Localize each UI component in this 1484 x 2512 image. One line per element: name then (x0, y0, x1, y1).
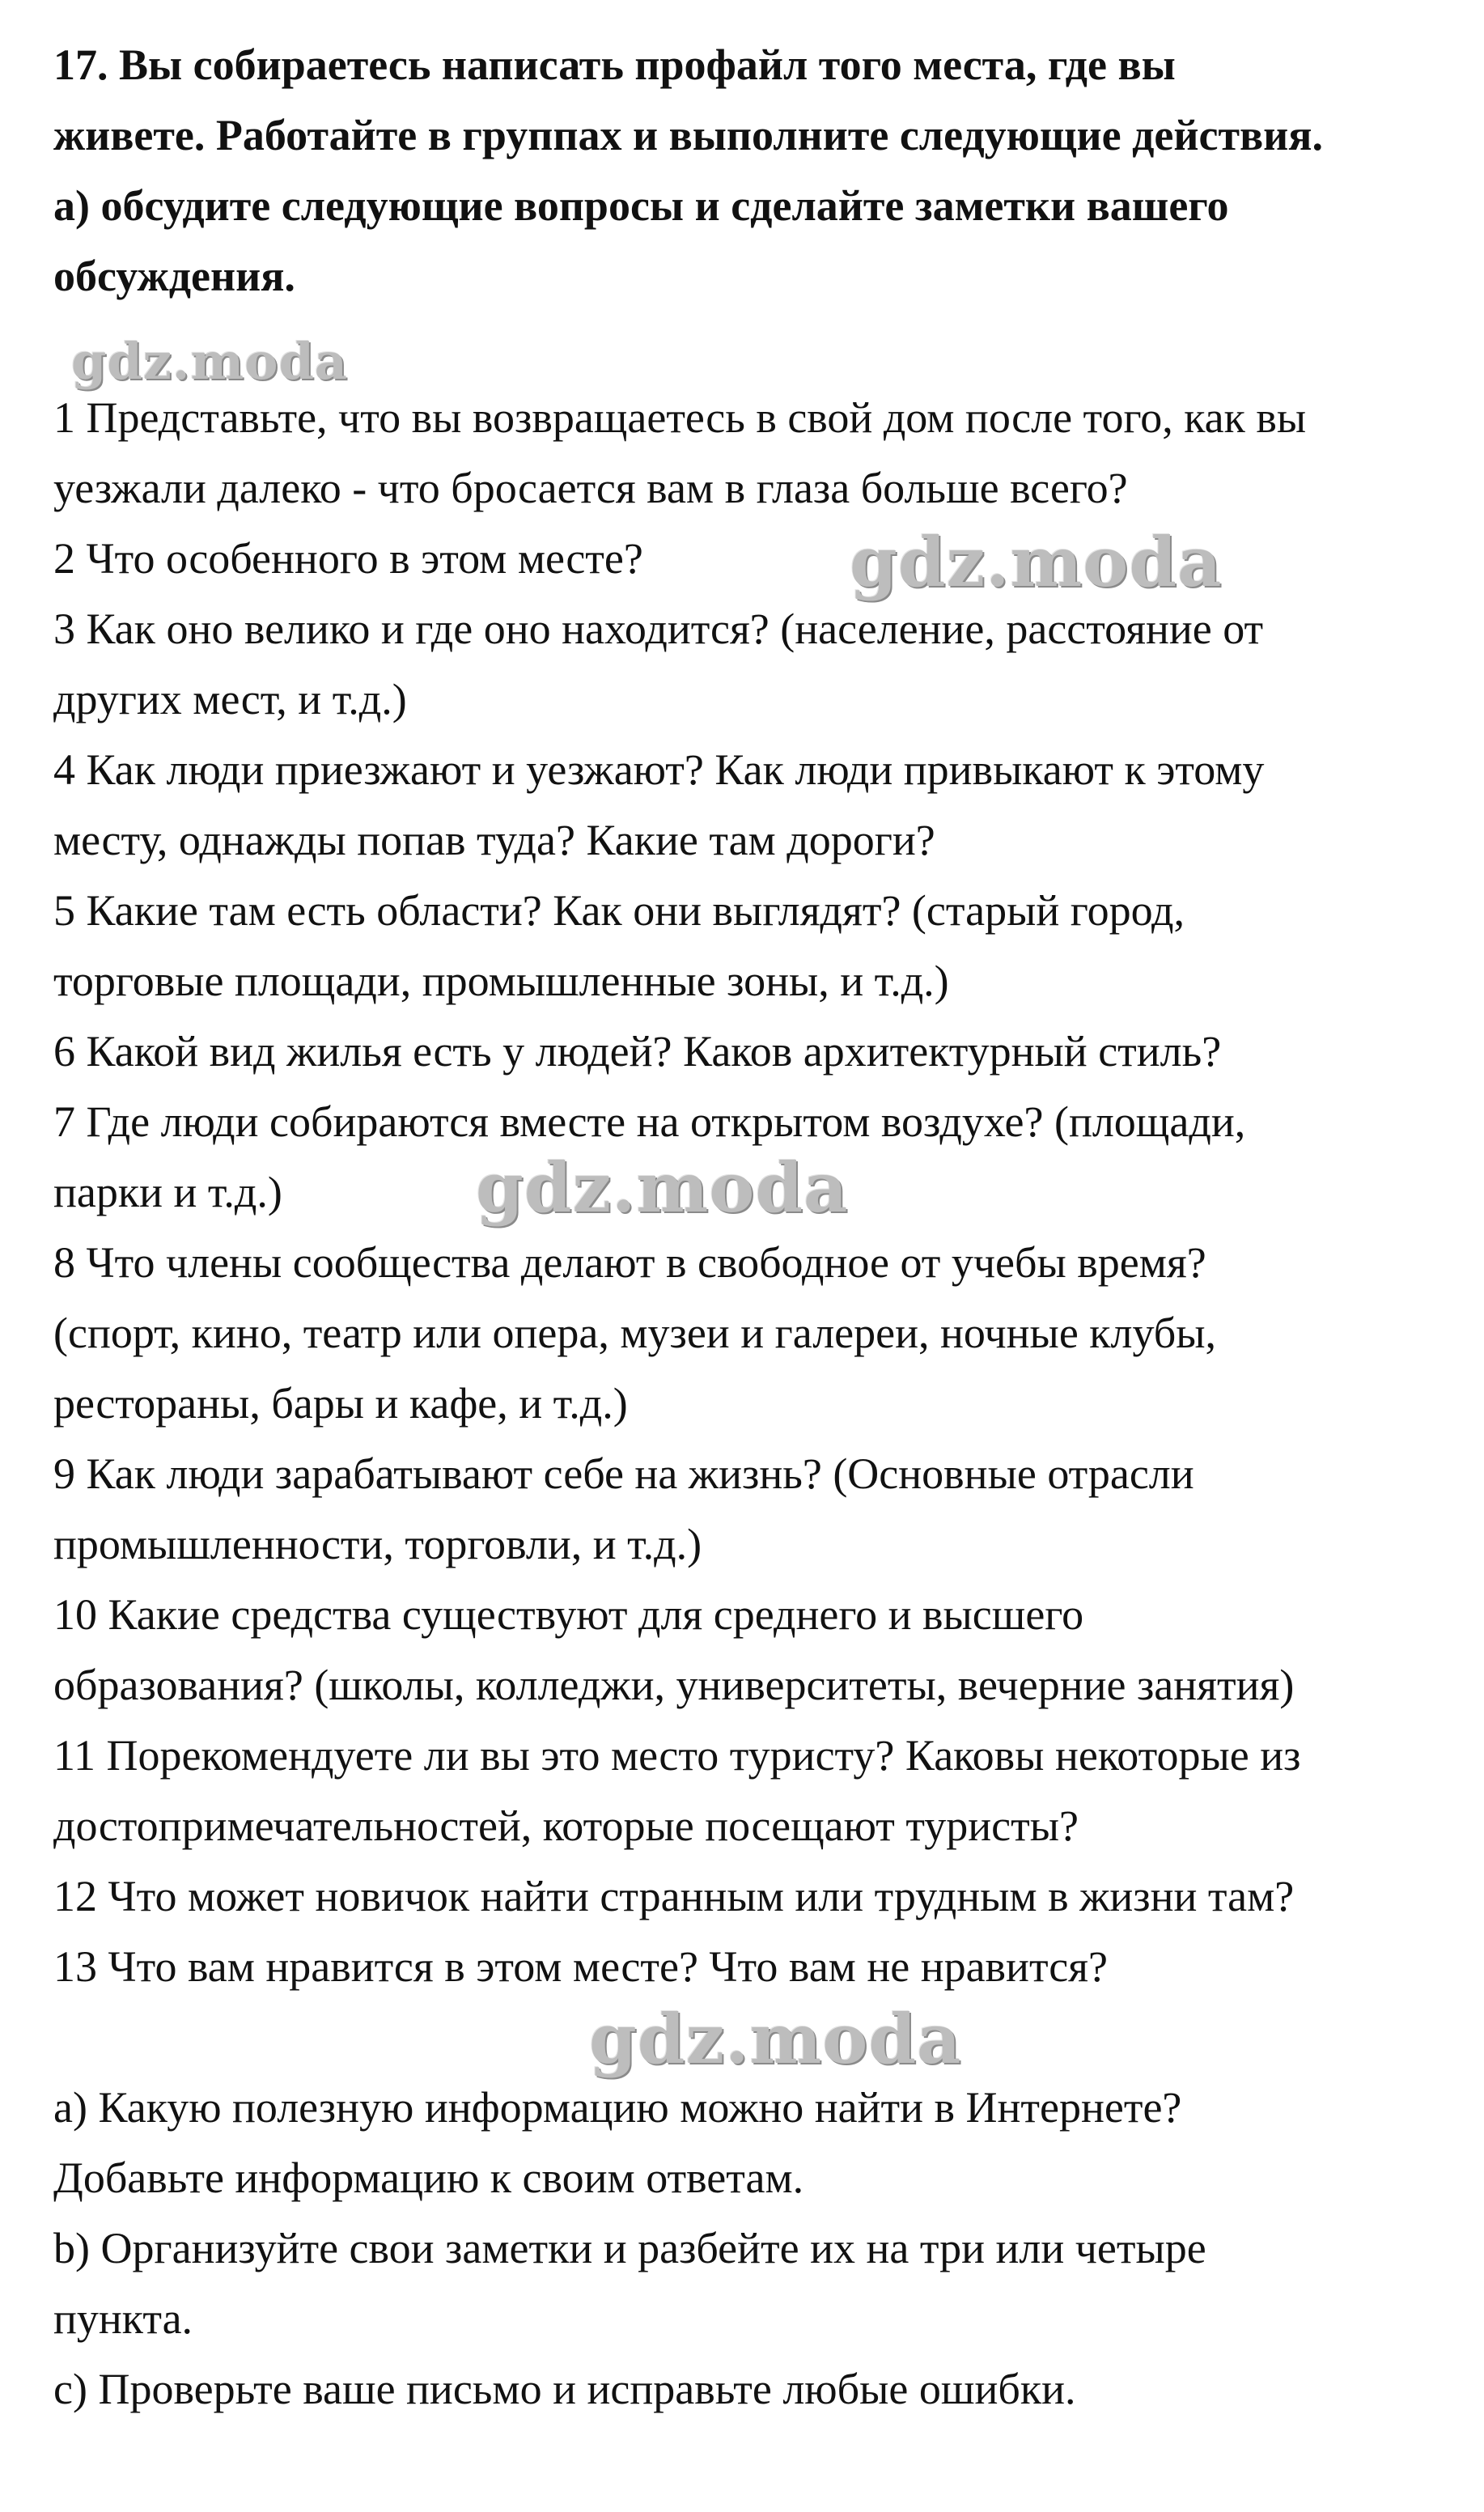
question-line: промышленности, торговли, и т.д.) (53, 1520, 702, 1568)
task-line: а) Какую полезную информацию можно найти в Интернете? (53, 2083, 1182, 2132)
question-line: 6 Какой вид жилья есть у людей? Каков архитектурный стиль? (53, 1027, 1222, 1076)
question-line: 3 Как оно велико и где оно находится? (население, расстояние от (53, 605, 1264, 653)
question-line: рестораны, бары и кафе, и т.д.) (53, 1379, 628, 1428)
watermark-logo: gdz.moda (476, 1148, 849, 1228)
watermark-logo: gdz.moda (589, 1999, 962, 2079)
heading-line: обсуждения. (53, 252, 295, 300)
task-line: с) Проверьте ваше письмо и исправьте любые ошибки. (53, 2365, 1076, 2413)
task-line: b) Организуйте свои заметки и разбейте их на три или четыре (53, 2224, 1206, 2272)
question-line: 1 Представьте, что вы возвращаетесь в свой дом после того, как вы (53, 393, 1307, 442)
question-line: 5 Какие там есть области? Как они выглядят? (старый город, (53, 886, 1185, 935)
question-line: других мест, и т.д.) (53, 675, 407, 723)
question-line: парки и т.д.) (53, 1168, 282, 1216)
question-line: 7 Где люди собираются вместе на открытом воздухе? (площади, (53, 1097, 1246, 1146)
heading-line: живете. Работайте в группах и выполните следующие действия. (53, 111, 1323, 159)
heading-line: а) обсудите следующие вопросы и сделайте заметки вашего (53, 181, 1229, 230)
question-line: месту, однажды попав туда? Какие там дороги? (53, 816, 935, 864)
question-line: уезжали далеко - что бросается вам в глаза больше всего? (53, 464, 1128, 512)
question-line: 4 Как люди приезжают и уезжают? Как люди привыкают к этому (53, 745, 1265, 794)
question-line: 9 Как люди зарабатывают себе на жизнь? (Основные отрасли (53, 1449, 1194, 1498)
question-line: 2 Что особенного в этом месте? (53, 534, 643, 583)
question-line: 12 Что может новичок найти странным или трудным в жизни там? (53, 1872, 1295, 1920)
question-line: 10 Какие средства существуют для среднего и высшего (53, 1590, 1084, 1639)
heading-line: 17. Вы собираетесь написать профайл того места, где вы (53, 40, 1176, 89)
watermark-logo: gdz.moda (850, 522, 1223, 602)
question-line: торговые площади, промышленные зоны, и т.д.) (53, 957, 949, 1005)
question-line: образования? (школы, колледжи, университеты, вечерние занятия) (53, 1661, 1295, 1709)
task-line: пункта. (53, 2294, 193, 2343)
question-line: 11 Порекомендуете ли вы это место туристу? Каковы некоторые из (53, 1731, 1301, 1780)
watermark-logo: gdz.moda (71, 332, 348, 391)
question-line: (спорт, кино, театр или опера, музеи и галереи, ночные клубы, (53, 1309, 1217, 1357)
question-line: достопримечательностей, которые посещают туристы? (53, 1801, 1079, 1850)
task-line: Добавьте информацию к своим ответам. (53, 2153, 804, 2202)
question-line: 13 Что вам нравится в этом месте? Что вам не нравится? (53, 1942, 1108, 1991)
question-line: 8 Что члены сообщества делают в свободное от учебы время? (53, 1238, 1206, 1287)
